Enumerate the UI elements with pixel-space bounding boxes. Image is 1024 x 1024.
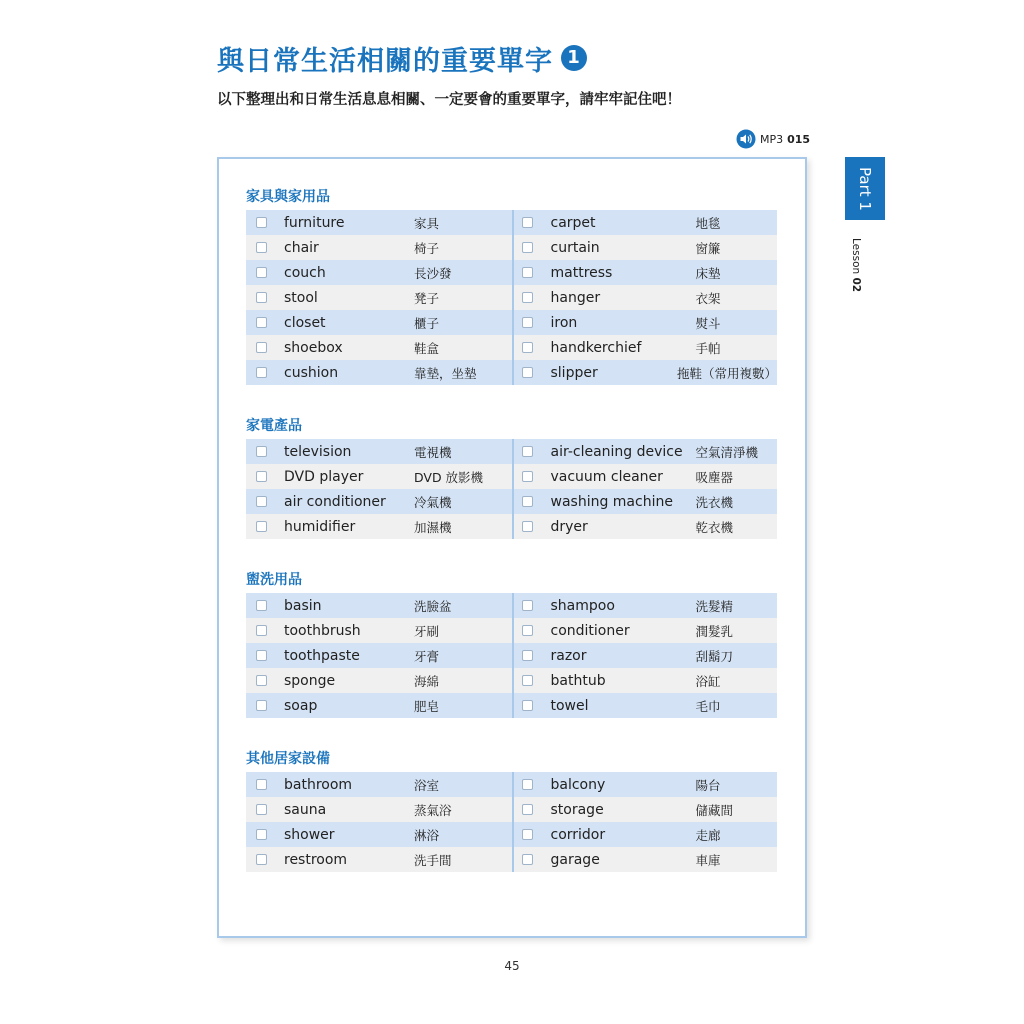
- chinese-translation: 吸塵器: [695, 469, 734, 485]
- vocab-entry-right: [512, 210, 778, 235]
- chinese-translation: 浴缸: [695, 673, 721, 689]
- chinese-translation: 衣架: [695, 290, 721, 306]
- section-title: 家電產品: [246, 418, 302, 434]
- checkbox[interactable]: [522, 446, 533, 457]
- chinese-translation: DVD 放影機: [414, 469, 484, 485]
- checkbox[interactable]: [522, 367, 533, 378]
- english-word: shoebox: [284, 339, 343, 356]
- vocab-entry-left: [246, 847, 512, 872]
- english-word: air conditioner: [284, 493, 386, 510]
- part-label: Part 1: [856, 166, 874, 211]
- chinese-translation: 潤髮乳: [695, 623, 734, 639]
- table-row: [246, 235, 777, 260]
- vocab-entry-right: [512, 822, 778, 847]
- vocab-entry-right: [512, 772, 778, 797]
- checkbox[interactable]: [522, 496, 533, 507]
- chinese-translation: 家具: [414, 215, 440, 231]
- checkbox[interactable]: [256, 242, 267, 253]
- checkbox[interactable]: [522, 471, 533, 482]
- checkbox[interactable]: [522, 779, 533, 790]
- vocabulary-table: [246, 439, 777, 539]
- section-title: 盥洗用品: [246, 572, 302, 588]
- chinese-translation: 洗臉盆: [414, 598, 452, 614]
- english-word: washing machine: [550, 493, 673, 510]
- table-row: [246, 439, 777, 464]
- page-number: 45: [504, 959, 520, 973]
- chinese-translation: 海綿: [414, 673, 440, 689]
- english-word: hanger: [550, 289, 601, 306]
- english-word: conditioner: [550, 622, 630, 639]
- vocab-entry-right: [512, 847, 778, 872]
- vocab-entry-right: [512, 260, 778, 285]
- vocab-entry-right: [512, 797, 778, 822]
- english-word: shampoo: [550, 597, 615, 614]
- checkbox[interactable]: [256, 650, 267, 661]
- chinese-translation: 電視機: [414, 444, 452, 460]
- vocab-entry-left: [246, 210, 512, 235]
- chinese-translation: 手帕: [695, 340, 721, 356]
- chinese-translation: 洗髮精: [695, 598, 734, 614]
- checkbox[interactable]: [522, 242, 533, 253]
- vocab-entry-right: [512, 618, 778, 643]
- chinese-translation: 淋浴: [414, 827, 440, 843]
- english-word: basin: [284, 597, 322, 614]
- checkbox[interactable]: [256, 779, 267, 790]
- vocab-entry-right: [512, 310, 778, 335]
- checkbox[interactable]: [522, 804, 533, 815]
- table-row: [246, 335, 777, 360]
- chinese-translation: 冷氣機: [414, 494, 452, 510]
- chinese-translation: 熨斗: [695, 315, 721, 331]
- checkbox[interactable]: [522, 317, 533, 328]
- vocab-entry-left: [246, 593, 512, 618]
- vocabulary-table: [246, 210, 777, 385]
- english-word: couch: [284, 264, 326, 281]
- english-word: bathtub: [550, 672, 606, 689]
- checkbox[interactable]: [256, 600, 267, 611]
- checkbox[interactable]: [522, 675, 533, 686]
- chinese-translation: 椅子: [414, 240, 440, 256]
- lesson-label: Lesson: [850, 238, 862, 275]
- vocab-entry-left: [246, 260, 512, 285]
- page-title-text: 與日常生活相關的重要單字: [217, 45, 553, 77]
- chinese-translation: 陽台: [695, 777, 721, 793]
- vocabulary-table: [246, 772, 777, 872]
- english-word: DVD player: [284, 468, 364, 485]
- vocab-entry-right: [512, 235, 778, 260]
- vocab-entry-left: [246, 618, 512, 643]
- chinese-translation: 凳子: [414, 290, 440, 306]
- english-word: chair: [284, 239, 319, 256]
- checkbox[interactable]: [256, 446, 267, 457]
- chinese-translation: 床墊: [695, 265, 721, 281]
- checkbox[interactable]: [256, 675, 267, 686]
- english-word: corridor: [550, 826, 606, 843]
- checkbox[interactable]: [522, 217, 533, 228]
- checkbox[interactable]: [522, 292, 533, 303]
- chinese-translation: 肥皂: [414, 698, 440, 714]
- chinese-translation: 走廊: [695, 827, 721, 843]
- chinese-translation: 拖鞋（常用複數）: [676, 365, 777, 381]
- english-word: stool: [284, 289, 318, 306]
- checkbox[interactable]: [522, 700, 533, 711]
- chinese-translation: 長沙發: [414, 265, 452, 281]
- chinese-translation: 蒸氣浴: [414, 802, 452, 818]
- table-row: [246, 693, 777, 718]
- checkbox[interactable]: [256, 804, 267, 815]
- lesson-number: 02: [850, 277, 862, 293]
- checkbox[interactable]: [256, 267, 267, 278]
- vocab-entry-right: [512, 285, 778, 310]
- english-word: television: [284, 443, 352, 460]
- chinese-translation: 櫃子: [414, 315, 440, 331]
- chinese-translation: 靠墊，坐墊: [414, 365, 477, 381]
- table-row: [246, 847, 777, 872]
- table-row: [246, 464, 777, 489]
- vocab-entry-left: [246, 643, 512, 668]
- part-tab: [845, 157, 885, 220]
- checkbox[interactable]: [256, 496, 267, 507]
- chinese-translation: 空氣清淨機: [695, 444, 759, 460]
- vocab-entry-right: [512, 464, 778, 489]
- table-row: [246, 593, 777, 618]
- chinese-translation: 車庫: [695, 852, 721, 868]
- vocab-entry-left: [246, 464, 512, 489]
- lesson-marker: [850, 238, 862, 292]
- english-word: slipper: [550, 364, 598, 381]
- page-title: [217, 38, 587, 78]
- checkbox[interactable]: [522, 267, 533, 278]
- page-subtitle: 以下整理出和日常生活息息相關、一定要會的重要單字，請牢牢記住吧！: [217, 92, 681, 108]
- vocab-entry-left: [246, 693, 512, 718]
- vocab-entry-right: [512, 668, 778, 693]
- section-title: 家具與家用品: [246, 189, 330, 205]
- speaker-icon: [736, 129, 756, 149]
- english-word: shower: [284, 826, 335, 843]
- english-word: sauna: [284, 801, 327, 818]
- english-word: dryer: [550, 518, 588, 535]
- table-row: [246, 489, 777, 514]
- checkbox[interactable]: [256, 854, 267, 865]
- english-word: vacuum cleaner: [550, 468, 663, 485]
- vocab-entry-left: [246, 335, 512, 360]
- checkbox[interactable]: [522, 854, 533, 865]
- chinese-translation: 刮鬍刀: [695, 648, 734, 664]
- vocab-entry-left: [246, 310, 512, 335]
- chinese-translation: 牙膏: [414, 648, 440, 664]
- chinese-translation: 儲藏間: [695, 802, 734, 818]
- chinese-translation: 加濕機: [414, 519, 452, 535]
- vocab-entry-left: [246, 235, 512, 260]
- checkbox[interactable]: [256, 317, 267, 328]
- table-row: [246, 360, 777, 385]
- english-word: razor: [550, 647, 587, 664]
- checkbox[interactable]: [256, 625, 267, 636]
- vocab-entry-right: [512, 514, 778, 539]
- english-word: towel: [550, 697, 589, 714]
- vocab-entry-right: [512, 489, 778, 514]
- english-word: mattress: [550, 264, 613, 281]
- chinese-translation: 牙刷: [414, 623, 440, 639]
- table-row: [246, 772, 777, 797]
- english-word: closet: [284, 314, 326, 331]
- checkbox[interactable]: [522, 650, 533, 661]
- chinese-translation: 洗手間: [414, 852, 452, 868]
- checkbox[interactable]: [256, 829, 267, 840]
- vocab-entry-left: [246, 489, 512, 514]
- checkbox[interactable]: [256, 217, 267, 228]
- english-word: toothbrush: [284, 622, 361, 639]
- table-row: [246, 514, 777, 539]
- vocab-entry-right: [512, 360, 778, 385]
- checkbox[interactable]: [256, 292, 267, 303]
- chinese-translation: 乾衣機: [695, 519, 734, 535]
- chinese-translation: 洗衣機: [695, 494, 734, 510]
- english-word: bathroom: [284, 776, 353, 793]
- table-row: [246, 668, 777, 693]
- vocabulary-table: [246, 593, 777, 718]
- table-row: [246, 310, 777, 335]
- section-title: 其他居家設備: [246, 751, 330, 767]
- vocab-entry-right: [512, 693, 778, 718]
- title-number-badge: 1: [561, 45, 587, 71]
- english-word: balcony: [550, 776, 606, 793]
- chinese-translation: 窗簾: [695, 240, 721, 256]
- english-word: furniture: [284, 214, 345, 231]
- vocab-entry-left: [246, 285, 512, 310]
- english-word: soap: [284, 697, 318, 714]
- checkbox[interactable]: [522, 521, 533, 532]
- checkbox[interactable]: [522, 342, 533, 353]
- english-word: restroom: [284, 851, 348, 868]
- chinese-translation: 毛巾: [695, 698, 721, 714]
- english-word: air-cleaning device: [550, 443, 683, 460]
- vocab-entry-right: [512, 439, 778, 464]
- table-row: [246, 618, 777, 643]
- vocab-entry-right: [512, 593, 778, 618]
- english-word: carpet: [550, 214, 596, 231]
- vocab-entry-left: [246, 514, 512, 539]
- table-row: [246, 260, 777, 285]
- vocab-entry-left: [246, 797, 512, 822]
- checkbox[interactable]: [256, 367, 267, 378]
- vocab-entry-right: [512, 335, 778, 360]
- english-word: handkerchief: [550, 339, 642, 356]
- vocab-entry-left: [246, 360, 512, 385]
- table-row: [246, 210, 777, 235]
- checkbox[interactable]: [522, 625, 533, 636]
- vocab-entry-left: [246, 822, 512, 847]
- checkbox[interactable]: [522, 829, 533, 840]
- checkbox[interactable]: [256, 700, 267, 711]
- vocab-entry-left: [246, 439, 512, 464]
- checkbox[interactable]: [256, 471, 267, 482]
- table-row: [246, 643, 777, 668]
- english-word: cushion: [284, 364, 339, 381]
- table-row: [246, 285, 777, 310]
- english-word: storage: [550, 801, 604, 818]
- vocab-entry-left: [246, 772, 512, 797]
- english-word: toothpaste: [284, 647, 360, 664]
- table-row: [246, 797, 777, 822]
- chinese-translation: 浴室: [414, 777, 440, 793]
- english-word: curtain: [550, 239, 600, 256]
- english-word: iron: [550, 314, 578, 331]
- table-row: [246, 822, 777, 847]
- mp3-number: 015: [787, 132, 811, 146]
- vocab-entry-right: [512, 643, 778, 668]
- english-word: humidifier: [284, 518, 356, 535]
- mp3-track-label: [736, 129, 810, 149]
- english-word: sponge: [284, 672, 336, 689]
- checkbox[interactable]: [522, 600, 533, 611]
- english-word: garage: [550, 851, 600, 868]
- chinese-translation: 地毯: [695, 215, 721, 231]
- vocab-entry-left: [246, 668, 512, 693]
- checkbox[interactable]: [256, 521, 267, 532]
- chinese-translation: 鞋盒: [414, 340, 440, 356]
- mp3-label: MP3: [760, 132, 784, 146]
- checkbox[interactable]: [256, 342, 267, 353]
